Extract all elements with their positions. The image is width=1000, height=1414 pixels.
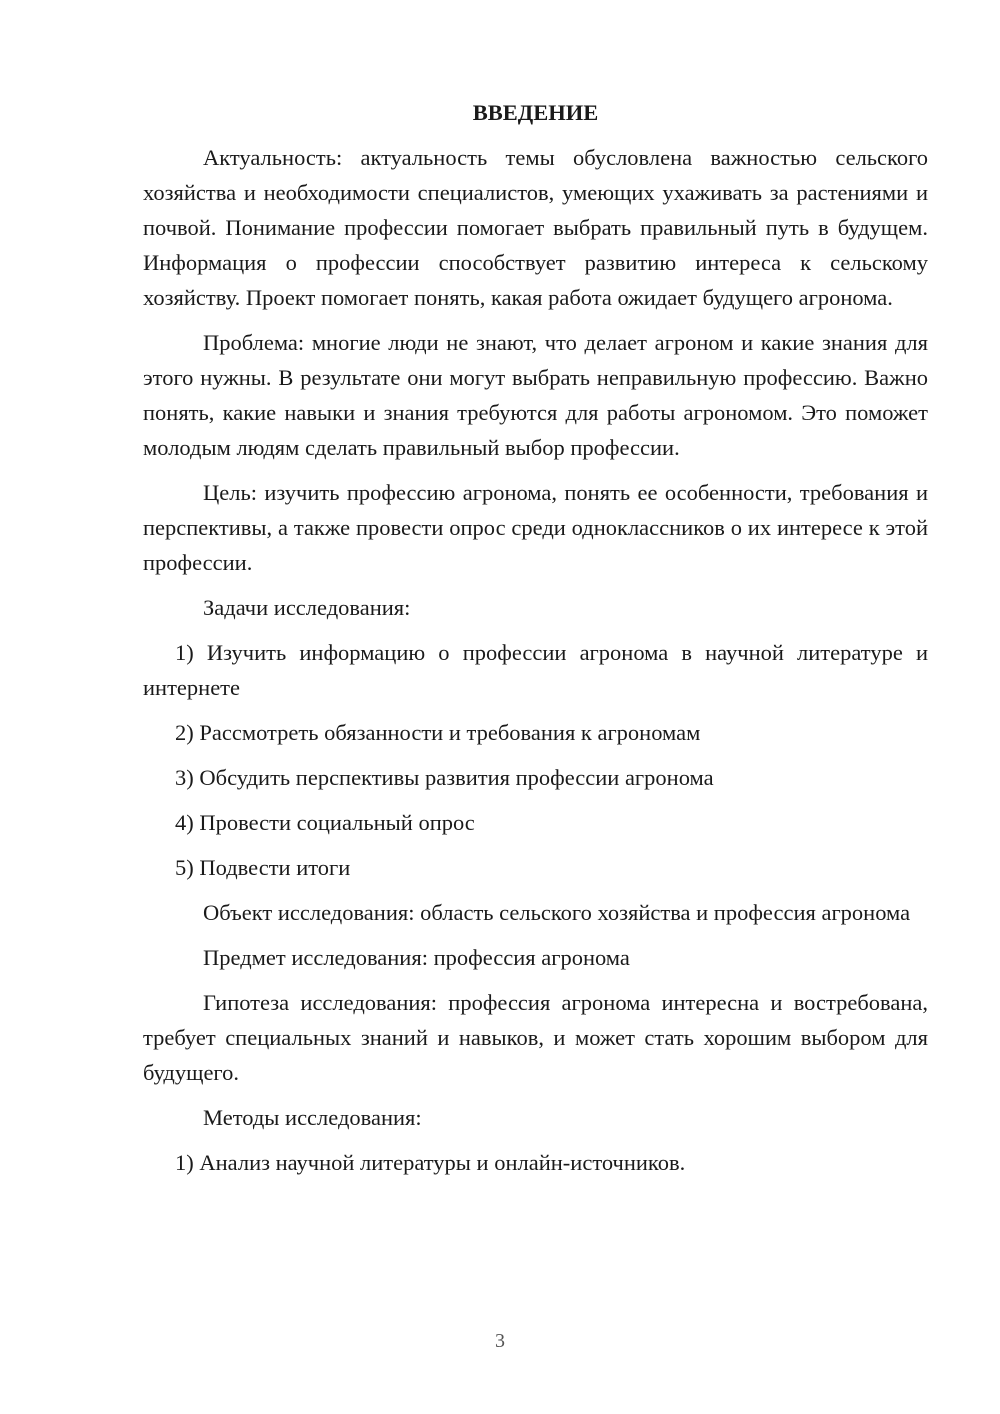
task-item: 5) Подвести итоги: [175, 855, 351, 880]
subject-paragraph: Предмет исследования: профессия агронома: [203, 945, 630, 970]
task-item: 4) Провести социальный опрос: [175, 810, 475, 835]
method-item: 1) Анализ научной литературы и онлайн-источников.: [175, 1150, 686, 1175]
hypothesis-paragraph: Гипотеза исследования: профессия агронома интересна и востребована, требует специальных знаний и навыков, и может стать хорошим выбором для будущего.: [143, 990, 928, 1085]
task-item: 2) Рассмотреть обязанности и требования к агрономам: [175, 720, 701, 745]
tasks-heading: Задачи исследования:: [203, 595, 411, 620]
object-paragraph: Объект исследования: область сельского хозяйства и профессия агронома: [203, 900, 911, 925]
task-item: 1) Изучить информацию о профессии агронома в научной литературе и интернете: [143, 640, 928, 700]
task-item: 3) Обсудить перспективы развития профессии агронома: [175, 765, 714, 790]
page-title: ВВЕДЕНИЕ: [472, 100, 599, 125]
page-content: [143, 95, 928, 1190]
relevance-paragraph: Актуальность: актуальность темы обусловлена важностью сельского хозяйства и необходимости специалистов, умеющих ухаживать за растениями и почвой. Понимание профессии помогает выбрать правильный путь в будущем. Информация о профессии способствует развитию интереса к сельскому хозяйству. Проект помогает понять, какая работа ожидает будущего агронома.: [143, 145, 928, 310]
methods-heading: Методы исследования:: [203, 1105, 422, 1130]
problem-paragraph: Проблема: многие люди не знают, что делает агроном и какие знания для этого нужны. В результате они могут выбрать неправильную профессию. Важно понять, какие навыки и знания требуются для работы агрономом. Это поможет молодым людям сделать правильный выбор профессии.: [143, 330, 928, 460]
goal-paragraph: Цель: изучить профессию агронома, понять ее особенности, требования и перспективы, а также провести опрос среди одноклассников о их интересе к этой профессии.: [143, 480, 928, 575]
page-number: 3: [495, 1330, 505, 1352]
